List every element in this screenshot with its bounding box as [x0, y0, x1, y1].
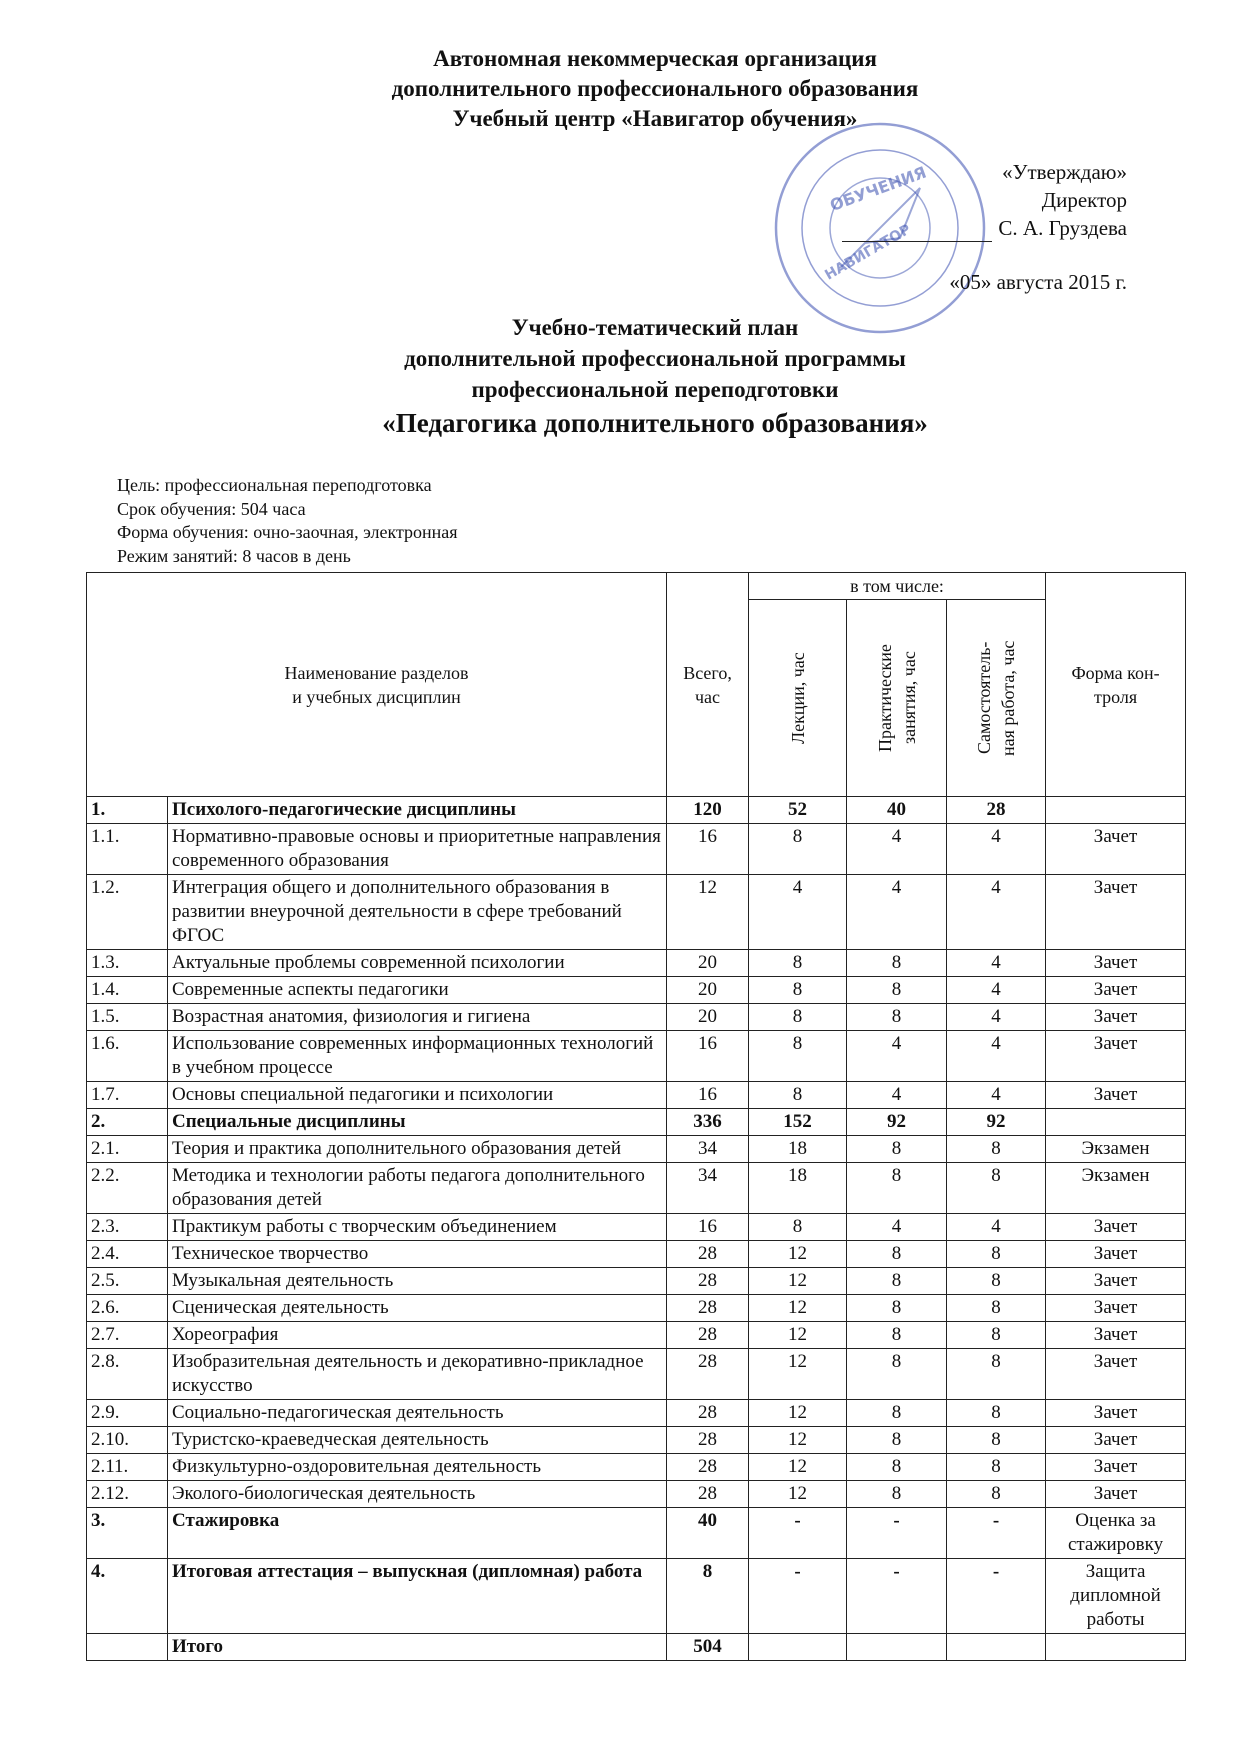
cell-control-form: Зачет: [1046, 977, 1186, 1004]
table-row: [87, 875, 1186, 950]
cell-lecture-hours: 12: [749, 1295, 847, 1322]
cell-discipline: Стажировка: [168, 1508, 667, 1559]
cell-control-form: Зачет: [1046, 950, 1186, 977]
cell-selfwork-hours: 28: [947, 797, 1046, 824]
plan-title-line-1: Учебно-тематический план: [511, 315, 799, 340]
cell-lecture-hours: 18: [749, 1163, 847, 1214]
cell-discipline: Интеграция общего и дополнительного образования в развитии внеурочной деятельности в сфере требований ФГОС: [168, 875, 667, 950]
table-row: [87, 1241, 1186, 1268]
cell-practice-hours: -: [847, 1508, 947, 1559]
header-practice-text: [873, 608, 921, 788]
cell-selfwork-hours: 92: [947, 1109, 1046, 1136]
header-including: в том числе:: [749, 573, 1046, 600]
cell-selfwork-hours: 8: [947, 1349, 1046, 1400]
table-row: [87, 1031, 1186, 1082]
director-position: Директор: [1041, 188, 1127, 212]
cell-number: 2.8.: [87, 1349, 168, 1400]
cell-discipline: Изобразительная деятельность и декоративно-прикладное искусство: [168, 1349, 667, 1400]
cell-discipline: Итоговая аттестация – выпускная (дипломная) работа: [168, 1559, 667, 1634]
cell-lecture-hours: 8: [749, 950, 847, 977]
header-lectures: [749, 600, 847, 797]
cell-practice-hours: 8: [847, 977, 947, 1004]
cell-selfwork-hours: 8: [947, 1481, 1046, 1508]
cell-number: [87, 1634, 168, 1661]
approval-date: «05» августа 2015 г.: [949, 270, 1127, 294]
cell-lecture-hours: -: [749, 1508, 847, 1559]
cell-lecture-hours: [749, 1634, 847, 1661]
cell-number: 2.9.: [87, 1400, 168, 1427]
cell-control-form: Зачет: [1046, 1454, 1186, 1481]
cell-number: 1.5.: [87, 1004, 168, 1031]
cell-discipline: Актуальные проблемы современной психологии: [168, 950, 667, 977]
table-row: [87, 824, 1186, 875]
section-row: [87, 797, 1186, 824]
header-name-line-2: и учебных дисциплин: [292, 686, 461, 707]
cell-discipline: Итого: [168, 1634, 667, 1661]
section-row: [87, 1559, 1186, 1634]
cell-discipline: Теория и практика дополнительного образования детей: [168, 1136, 667, 1163]
cell-total-hours: 28: [667, 1349, 749, 1400]
cell-number: 2.7.: [87, 1322, 168, 1349]
cell-lecture-hours: 8: [749, 977, 847, 1004]
cell-selfwork-hours: 8: [947, 1241, 1046, 1268]
cell-control-form: [1046, 797, 1186, 824]
table-body: [87, 797, 1186, 1661]
cell-discipline: Практикум работы с творческим объединением: [168, 1214, 667, 1241]
cell-practice-hours: 8: [847, 1427, 947, 1454]
cell-selfwork-hours: 8: [947, 1136, 1046, 1163]
cell-control-form: Экзамен: [1046, 1136, 1186, 1163]
cell-lecture-hours: 12: [749, 1427, 847, 1454]
cell-lecture-hours: 12: [749, 1349, 847, 1400]
cell-control-form: Зачет: [1046, 1481, 1186, 1508]
cell-selfwork-hours: 8: [947, 1163, 1046, 1214]
cell-practice-hours: 40: [847, 797, 947, 824]
cell-discipline: Использование современных информационных технологий в учебном процессе: [168, 1031, 667, 1082]
cell-selfwork-hours: 8: [947, 1427, 1046, 1454]
approve-label: «Утверждаю»: [1002, 160, 1127, 184]
cell-practice-hours: 92: [847, 1109, 947, 1136]
table-row: [87, 1082, 1186, 1109]
cell-lecture-hours: 52: [749, 797, 847, 824]
cell-total-hours: 28: [667, 1322, 749, 1349]
director-signature-row: [842, 214, 1127, 242]
cell-number: 2.5.: [87, 1268, 168, 1295]
cell-number: 1.6.: [87, 1031, 168, 1082]
table-row: [87, 1295, 1186, 1322]
cell-discipline: Музыкальная деятельность: [168, 1268, 667, 1295]
cell-number: 1.1.: [87, 824, 168, 875]
org-line-3: Учебный центр «Навигатор обучения»: [452, 106, 858, 131]
table-row: [87, 1163, 1186, 1214]
cell-control-form: Зачет: [1046, 1031, 1186, 1082]
header-selfwork-line-1: Самостоятель-: [974, 641, 995, 755]
header-total-line-2: час: [695, 686, 721, 707]
cell-practice-hours: 8: [847, 1004, 947, 1031]
cell-selfwork-hours: 4: [947, 1082, 1046, 1109]
cell-lecture-hours: 152: [749, 1109, 847, 1136]
cell-discipline: Социально-педагогическая деятельность: [168, 1400, 667, 1427]
cell-lecture-hours: 8: [749, 1214, 847, 1241]
org-line-1: Автономная некоммерческая организация: [433, 46, 877, 71]
header-practice-line-2: занятия, час: [898, 651, 919, 745]
table-row: [87, 1004, 1186, 1031]
cell-selfwork-hours: -: [947, 1508, 1046, 1559]
cell-discipline: Современные аспекты педагогики: [168, 977, 667, 1004]
cell-discipline: Психолого-педагогические дисциплины: [168, 797, 667, 824]
cell-control-form: Защита дипломной работы: [1046, 1559, 1186, 1634]
cell-practice-hours: 8: [847, 1241, 947, 1268]
cell-control-form: Зачет: [1046, 1427, 1186, 1454]
cell-discipline: Нормативно-правовые основы и приоритетные направления современного образования: [168, 824, 667, 875]
cell-lecture-hours: 12: [749, 1241, 847, 1268]
cell-practice-hours: 4: [847, 1214, 947, 1241]
cell-discipline: Хореография: [168, 1322, 667, 1349]
header-lectures-text: Лекции, час: [787, 652, 808, 744]
header-name: [87, 573, 667, 797]
cell-lecture-hours: 18: [749, 1136, 847, 1163]
cell-control-form: Экзамен: [1046, 1163, 1186, 1214]
cell-total-hours: 28: [667, 1295, 749, 1322]
cell-lecture-hours: -: [749, 1559, 847, 1634]
stamp-top-text: ОБУЧЕНИЯ: [827, 162, 929, 216]
cell-selfwork-hours: 8: [947, 1268, 1046, 1295]
cell-selfwork-hours: 4: [947, 1004, 1046, 1031]
meta-mode: Режим занятий: 8 часов в день: [117, 545, 351, 566]
cell-number: 2.: [87, 1109, 168, 1136]
table-header-row-1: [87, 573, 1186, 600]
cell-number: 1.7.: [87, 1082, 168, 1109]
curriculum-table: [86, 572, 1186, 1661]
cell-discipline: Туристско-краеведческая деятельность: [168, 1427, 667, 1454]
cell-total-hours: 120: [667, 797, 749, 824]
cell-total-hours: 504: [667, 1634, 749, 1661]
cell-discipline: Возрастная анатомия, физиология и гигиена: [168, 1004, 667, 1031]
cell-selfwork-hours: 4: [947, 977, 1046, 1004]
cell-lecture-hours: 12: [749, 1268, 847, 1295]
cell-lecture-hours: 8: [749, 824, 847, 875]
cell-control-form: Зачет: [1046, 1214, 1186, 1241]
cell-number: 2.10.: [87, 1427, 168, 1454]
table-row: [87, 1322, 1186, 1349]
cell-control-form: Зачет: [1046, 1004, 1186, 1031]
table-row: [87, 950, 1186, 977]
cell-lecture-hours: 12: [749, 1400, 847, 1427]
cell-selfwork-hours: 4: [947, 950, 1046, 977]
cell-practice-hours: 8: [847, 950, 947, 977]
cell-selfwork-hours: 4: [947, 875, 1046, 950]
cell-total-hours: 34: [667, 1136, 749, 1163]
cell-selfwork-hours: 4: [947, 1031, 1046, 1082]
cell-total-hours: 16: [667, 1214, 749, 1241]
cell-control-form: Зачет: [1046, 1082, 1186, 1109]
table-row: [87, 1349, 1186, 1400]
cell-selfwork-hours: 8: [947, 1295, 1046, 1322]
cell-lecture-hours: 12: [749, 1454, 847, 1481]
cell-selfwork-hours: -: [947, 1559, 1046, 1634]
program-name: «Педагогика дополнительного образования»: [382, 408, 928, 438]
cell-practice-hours: 8: [847, 1295, 947, 1322]
header-control-line-2: троля: [1093, 686, 1138, 707]
cell-selfwork-hours: 4: [947, 1214, 1046, 1241]
cell-practice-hours: 8: [847, 1454, 947, 1481]
cell-practice-hours: 8: [847, 1163, 947, 1214]
cell-practice-hours: -: [847, 1559, 947, 1634]
cell-control-form: Зачет: [1046, 875, 1186, 950]
cell-control-form: Оценка за стажировку: [1046, 1508, 1186, 1559]
cell-total-hours: 40: [667, 1508, 749, 1559]
cell-practice-hours: 8: [847, 1481, 947, 1508]
cell-practice-hours: 8: [847, 1268, 947, 1295]
cell-number: 2.4.: [87, 1241, 168, 1268]
header-control-line-1: Форма кон-: [1071, 662, 1160, 683]
cell-practice-hours: 4: [847, 875, 947, 950]
cell-total-hours: 16: [667, 824, 749, 875]
table-row: [87, 977, 1186, 1004]
cell-selfwork-hours: 8: [947, 1454, 1046, 1481]
header-practice: [847, 600, 947, 797]
cell-total-hours: 20: [667, 977, 749, 1004]
meta-goal: Цель: профессиональная переподготовка: [117, 475, 432, 495]
program-meta: [117, 474, 458, 568]
cell-lecture-hours: 4: [749, 875, 847, 950]
cell-lecture-hours: 12: [749, 1481, 847, 1508]
cell-total-hours: 336: [667, 1109, 749, 1136]
cell-practice-hours: 4: [847, 824, 947, 875]
cell-total-hours: 28: [667, 1268, 749, 1295]
cell-control-form: Зачет: [1046, 1322, 1186, 1349]
cell-control-form: Зачет: [1046, 1295, 1186, 1322]
header-selfwork-line-2: ная работа, час: [998, 640, 1019, 756]
organization-header: [0, 44, 1240, 134]
section-row: [87, 1109, 1186, 1136]
cell-total-hours: 12: [667, 875, 749, 950]
cell-number: 3.: [87, 1508, 168, 1559]
meta-form: Форма обучения: очно-заочная, электронная: [117, 522, 458, 542]
cell-total-hours: 28: [667, 1241, 749, 1268]
header-total: [667, 573, 749, 797]
cell-selfwork-hours: 4: [947, 824, 1046, 875]
table-row: [87, 1268, 1186, 1295]
section-row: [87, 1508, 1186, 1559]
cell-discipline: Основы специальной педагогики и психологии: [168, 1082, 667, 1109]
cell-total-hours: 28: [667, 1400, 749, 1427]
cell-number: 1.4.: [87, 977, 168, 1004]
cell-control-form: Зачет: [1046, 824, 1186, 875]
cell-control-form: Зачет: [1046, 1241, 1186, 1268]
table-row: [87, 1214, 1186, 1241]
table-row: [87, 1400, 1186, 1427]
cell-practice-hours: [847, 1634, 947, 1661]
cell-selfwork-hours: 8: [947, 1322, 1046, 1349]
header-name-line-1: Наименование разделов: [284, 662, 469, 683]
cell-total-hours: 34: [667, 1163, 749, 1214]
cell-control-form: [1046, 1634, 1186, 1661]
cell-number: 1.2.: [87, 875, 168, 950]
cell-total-hours: 20: [667, 1004, 749, 1031]
cell-selfwork-hours: [947, 1634, 1046, 1661]
cell-number: 2.11.: [87, 1454, 168, 1481]
cell-discipline: Сценическая деятельность: [168, 1295, 667, 1322]
cell-total-hours: 8: [667, 1559, 749, 1634]
cell-discipline: Эколого-биологическая деятельность: [168, 1481, 667, 1508]
cell-lecture-hours: 8: [749, 1031, 847, 1082]
cell-lecture-hours: 8: [749, 1082, 847, 1109]
cell-lecture-hours: 8: [749, 1004, 847, 1031]
cell-number: 2.3.: [87, 1214, 168, 1241]
cell-number: 1.3.: [87, 950, 168, 977]
cell-practice-hours: 4: [847, 1082, 947, 1109]
stamp-middle-text: НАВИГАТОР: [822, 221, 914, 284]
cell-number: 4.: [87, 1559, 168, 1634]
cell-total-hours: 20: [667, 950, 749, 977]
plan-title-line-3: профессиональной переподготовки: [471, 377, 839, 402]
cell-control-form: Зачет: [1046, 1349, 1186, 1400]
approval-block: [842, 158, 1127, 296]
cell-practice-hours: 4: [847, 1031, 947, 1082]
cell-practice-hours: 8: [847, 1400, 947, 1427]
header-control: [1046, 573, 1186, 797]
cell-number: 2.12.: [87, 1481, 168, 1508]
cell-control-form: Зачет: [1046, 1268, 1186, 1295]
cell-lecture-hours: 12: [749, 1322, 847, 1349]
cell-number: 2.6.: [87, 1295, 168, 1322]
signature-line: [842, 221, 992, 242]
header-total-line-1: Всего,: [683, 662, 732, 683]
table-row: [87, 1454, 1186, 1481]
cell-total-hours: 28: [667, 1481, 749, 1508]
cell-total-hours: 28: [667, 1454, 749, 1481]
cell-control-form: Зачет: [1046, 1400, 1186, 1427]
section-row: [87, 1634, 1186, 1661]
org-line-2: дополнительного профессионального образования: [391, 76, 919, 101]
cell-total-hours: 16: [667, 1031, 749, 1082]
cell-practice-hours: 8: [847, 1136, 947, 1163]
director-name: С. А. Груздева: [998, 216, 1127, 240]
plan-title: [0, 312, 1240, 441]
cell-practice-hours: 8: [847, 1322, 947, 1349]
header-practice-line-1: Практические: [874, 644, 895, 752]
cell-total-hours: 16: [667, 1082, 749, 1109]
meta-term: Срок обучения: 504 часа: [117, 498, 306, 519]
cell-discipline: Физкультурно-оздоровительная деятельность: [168, 1454, 667, 1481]
cell-selfwork-hours: 8: [947, 1400, 1046, 1427]
cell-number: 2.1.: [87, 1136, 168, 1163]
cell-total-hours: 28: [667, 1427, 749, 1454]
cell-practice-hours: 8: [847, 1349, 947, 1400]
plan-title-line-2: дополнительной профессиональной программы: [404, 346, 906, 371]
cell-number: 2.2.: [87, 1163, 168, 1214]
table-row: [87, 1427, 1186, 1454]
table-row: [87, 1136, 1186, 1163]
cell-number: 1.: [87, 797, 168, 824]
header-selfwork-text: [972, 608, 1020, 788]
cell-discipline: Техническое творчество: [168, 1241, 667, 1268]
cell-control-form: [1046, 1109, 1186, 1136]
cell-discipline: Методика и технологии работы педагога дополнительного образования детей: [168, 1163, 667, 1214]
cell-discipline: Специальные дисциплины: [168, 1109, 667, 1136]
header-selfwork: [947, 600, 1046, 797]
table-row: [87, 1481, 1186, 1508]
